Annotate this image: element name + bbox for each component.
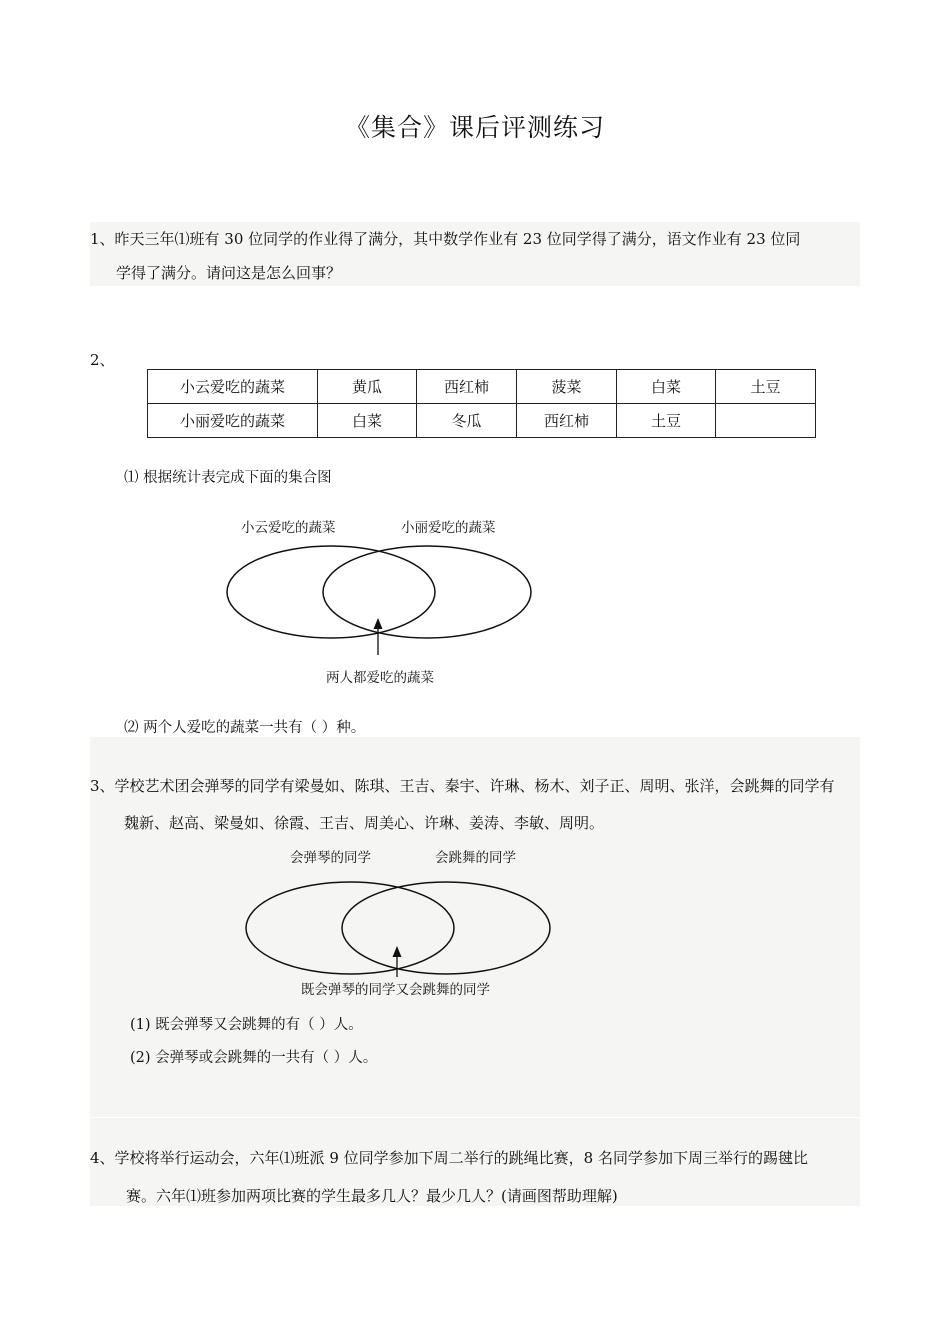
table-cell: 黄瓜 xyxy=(318,370,417,404)
venn-1-right-label: 小丽爱吃的蔬菜 xyxy=(401,520,496,536)
question-1-line-2: 学得了满分。请问这是怎么回事？ xyxy=(116,264,342,282)
venn-1-left-label: 小云爱吃的蔬菜 xyxy=(241,520,336,536)
venn-2-left-label: 会弹琴的同学 xyxy=(290,850,371,866)
table-cell: 冬瓜 xyxy=(417,404,517,438)
question-2-sub-2: ⑵ 两个人爱吃的蔬菜一共有（ ）种。 xyxy=(124,720,366,736)
question-2-number: 2、 xyxy=(90,351,115,369)
question-3-sub-1: (1) 既会弹琴又会跳舞的有（ ）人。 xyxy=(130,1017,363,1033)
table-cell: 土豆 xyxy=(617,404,716,438)
venn-2-left-ellipse xyxy=(246,882,454,974)
table-cell: 白菜 xyxy=(318,404,417,438)
table-cell: 菠菜 xyxy=(517,370,617,404)
table-cell: 土豆 xyxy=(716,370,816,404)
venn-2-right-ellipse xyxy=(342,882,550,974)
table-cell: 小丽爱吃的蔬菜 xyxy=(148,404,318,438)
question-2-sub-1: ⑴ 根据统计表完成下面的集合图 xyxy=(124,470,332,486)
question-3-sub-2: (2) 会弹琴或会跳舞的一共有（ ）人。 xyxy=(130,1050,378,1066)
venn-1-bottom-label: 两人都爱吃的蔬菜 xyxy=(326,670,434,686)
venn-2-bottom-label: 既会弹琴的同学又会跳舞的同学 xyxy=(301,982,490,998)
question-1-line-1: 1、昨天三年⑴班有 30 位同学的作业得了满分，其中数学作业有 23 位同学得了满分，语文作业有 23 位同 xyxy=(90,230,801,248)
question-4-line-1: 4、学校将举行运动会，六年⑴班派 9 位同学参加下周二举行的跳绳比赛，8 名同学参加下周三举行的踢毽比 xyxy=(90,1149,808,1167)
page-title: 《集合》课后评测练习 xyxy=(344,113,605,142)
table-cell: 小云爱吃的蔬菜 xyxy=(148,370,318,404)
question-3-line-2: 魏新、赵高、梁曼如、徐霞、王吉、周美心、许琳、姜涛、李敏、周明。 xyxy=(124,814,605,832)
venn-2-right-label: 会跳舞的同学 xyxy=(435,850,516,866)
table-cell: 白菜 xyxy=(617,370,716,404)
arrow-up-icon xyxy=(393,946,402,957)
question-3-line-1: 3、学校艺术团会弹琴的同学有梁曼如、陈琪、王吉、秦宇、许琳、杨木、刘子正、周明、张洋，会跳舞的同学有 xyxy=(90,777,835,795)
table-cell: 西红柿 xyxy=(517,404,617,438)
table-cell: 西红柿 xyxy=(417,370,517,404)
question-4-line-2: 赛。六年⑴班参加两项比赛的学生最多几人？最少几人？(请画图帮助理解) xyxy=(126,1187,618,1205)
